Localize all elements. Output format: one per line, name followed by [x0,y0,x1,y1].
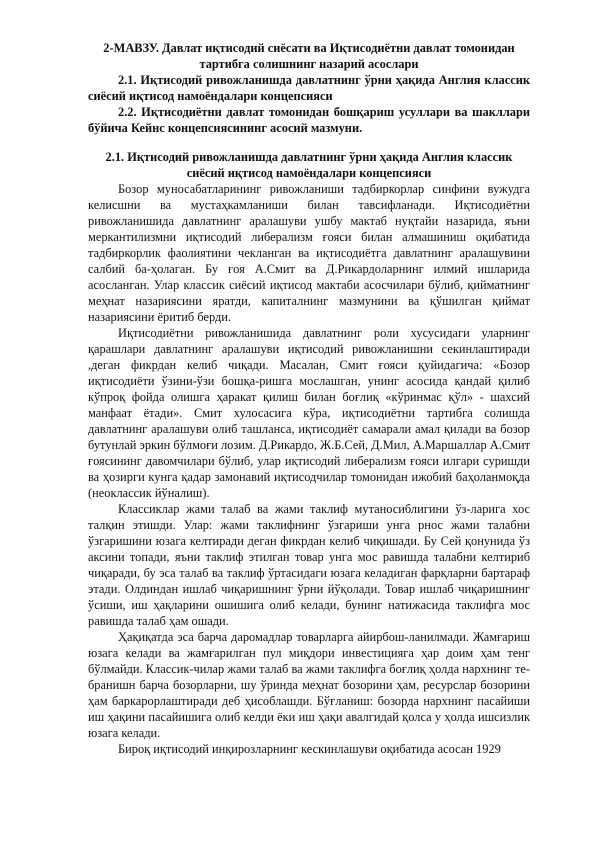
paragraph: Бозор муносабатларининг ривожланиши тадбиркорлар синфини вужудга келисшни ва мустаҳкамланиши билан тавсифланади. Иқтисодиётни ривожланишида давлатнинг аралашуви ушбу мактаб нуқтайи назарида, яъни меркантилизмни иқтисодий либерализм ғояси билан алмашиниш оқибатида тадбиркорлик фаолиятини чекланган ва иқтисодиётга давлатнинг аралашувини салбий ба-ҳолаган. Бу ғоя А.Смит ва Д.Рикардоларнинг илмий ишларида асосланган. Улар классик сиёсий иқтисод мактаби асосчилари бўлиб, қийматнинг меҳнат назариясини яратди, капиталнинг мазмунини ва қўшилган қиймат назариясини ёритиб берди. [88,182,530,324]
page-title: 2-МАВЗУ. Давлат иқтисодий сиёсати ва Иқтисодиётни давлат томонидан тартибга солишнинг назарий асослари [103,41,515,71]
paragraph: Бироқ иқтисодий инқирозларнинг кескинлашуви оқибатида асосан 1929 [118,742,501,756]
spacer [88,136,530,149]
outline-item: 2.2. Иқтисодиётни давлат томонидан бошқариш усуллари ва шакллари бўйича Кейнс концепсиясининг асосий мазмуни. [88,105,530,135]
document-page [88,40,530,757]
paragraph: Иқтисодиётни ривожланишида давлатнинг роли хусусидаги уларнинг қарашлари давлатнинг аралашуви иқтисодий ривожланишни секинлаштиради ,деган фикрдан келиб чиқади. Масалан, Смит ғояси қуйидагича: «Бозор иқтисодиёти ўзини-ўзи бошқа-ришга мослашган, унинг асосида қандай қилиб кўпроқ фойда олишга ҳаракат қилиш билан боғлиқ «кўринмас қўл» - шахсий манфаат ётади». Смит хулосасига кўра, иқтисодиётни тартибга солишда давлатнинг аралашуви олиб ташланса, иқтисодиёт самарали амал қилади ва бозор бутунлай эркин бўлмоғи лозим. Д.Рикардо, Ж.Б.Сей, Д.Мил, А.Маршаллар А.Смит ғоясининг давомчилари бўлиб, улар иқтисодий либерализм ғояси илгари суришди ва ҳозирги кунга қадар замонавий иқтисодчилар томонидан ижобий баҳоланмоқда (неоклассик йўналиш). [88,326,531,500]
paragraph: Ҳақиқатда эса барча даромадлар товарларга айирбош-ланилмади. Жамғариш юзага келади ва жамғарилган пул миқдори инвестицияга ҳар доим ҳам тенг бўлмайди. Классик-чилар жами талаб ва жами таклифга боғлиқ ҳолда нархнинг те-бранишн барча бозорларни, шу ўринда меҳнат бозорини ҳам, ресурслар бозорини ҳам баркарорлаштиради деб ҳисоблашди. Бўғланиш: бозорда нархнинг пасайиши иш ҳақини пасайишига олиб келди ёки иш ҳақи авалгидай қолса у ҳолда ишсизлик юзага келади. [88,630,530,740]
section-heading: 2.1. Иқтисодий ривожланишда давлатнинг ўрни ҳақида Англия классик сиёсий иқтисод намоёндалари концепсияси [105,150,513,180]
outline-item: 2.1. Иқтисодий ривожланишда давлатнинг ўрни ҳақида Англия классик сиёсий иқтисод намоёндалари концепсияси [88,73,530,103]
paragraph: Классиклар жами талаб ва жами таклиф мутаносиблигини ўз-ларига хос талқин этишди. Улар: жами таклифнинг ўзгариши унга рнос жами талабни ўзгаришини юзага келтиради деган фикрдан келиб чиқишади. Бу Сей қонунида ўз аксини топади, яъни таклиф этилган товар унга мос равишда талабни келтириб чиқаради, бу эса талаб ва таклиф ўртасидаги юзага келадиган фарқларни бартараф этади. Олдиндан ишлаб чиқаришнинг ўрни йўқолади. Товар ишлаб чиқаришнинг ўсиши, иш ҳақларини ошишига олиб келади, бунинг натижасида таклифга мос равишда талаб ҳам ошади. [88,502,530,628]
